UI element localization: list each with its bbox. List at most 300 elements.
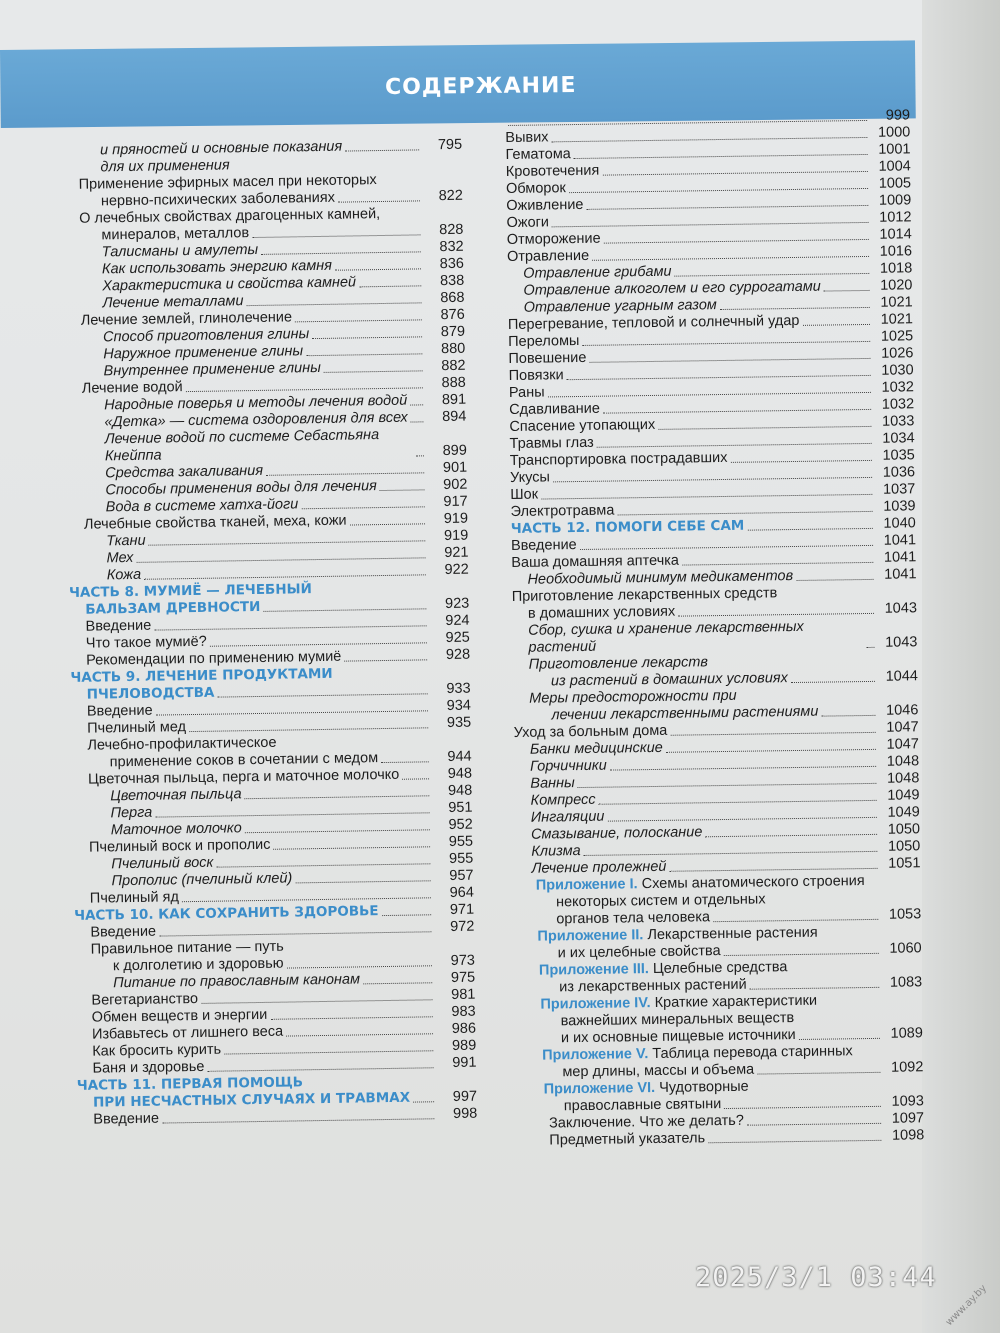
toc-entry-title: Характеристика и свойства камней bbox=[102, 274, 357, 295]
dot-leader bbox=[295, 880, 430, 883]
toc-entry-title: Отморожение bbox=[506, 230, 601, 248]
page-edge bbox=[922, 0, 1000, 1333]
toc-entry-title: Клизма bbox=[531, 843, 581, 860]
toc-entry-title: минералов, металлов bbox=[101, 225, 250, 244]
toc-page-number: 1021 bbox=[880, 311, 914, 328]
toc-entry-title: и пряностей и основные показания bbox=[99, 138, 343, 159]
dot-leader bbox=[552, 222, 869, 227]
dot-leader bbox=[382, 914, 432, 916]
toc-page-number: 1047 bbox=[886, 736, 919, 753]
dot-leader bbox=[410, 404, 423, 405]
toc-entry-title: Кожа bbox=[106, 566, 142, 584]
toc-page-number: 986 bbox=[451, 1020, 477, 1037]
dot-leader bbox=[201, 999, 432, 1004]
toc-entry-title: ЧАСТЬ 12. ПОМОГИ СЕБЕ САМ bbox=[510, 517, 745, 537]
dot-leader bbox=[182, 897, 431, 902]
toc-entry-title: Лечение водой по системе Себастьяна Кнейппа bbox=[104, 427, 380, 465]
toc-page-number: 952 bbox=[448, 816, 473, 834]
toc-page-number: 973 bbox=[450, 952, 476, 969]
dot-leader bbox=[312, 336, 422, 339]
toc-entry-title: Ткани bbox=[106, 532, 146, 550]
toc-page-number: 838 bbox=[439, 272, 465, 290]
toc-page-number: 1050 bbox=[887, 821, 921, 838]
dot-leader bbox=[207, 1067, 433, 1072]
appendix-label: Приложение III. bbox=[538, 961, 650, 979]
appendix-title: Схемы анатомического строения bbox=[641, 873, 865, 893]
toc-page-number: 1032 bbox=[881, 396, 915, 413]
toc-page-number: 1046 bbox=[886, 702, 919, 719]
toc-entry-title: ЧАСТЬ 8. МУМИЁ — ЛЕЧЕБНЫЙ bbox=[68, 581, 312, 601]
dot-leader bbox=[413, 1101, 434, 1102]
toc-page-number: 1035 bbox=[882, 447, 915, 464]
dot-leader bbox=[295, 319, 422, 322]
dot-leader bbox=[189, 727, 428, 732]
toc-entry-title: лечении лекарственными растениями bbox=[551, 703, 819, 724]
dot-leader bbox=[597, 443, 872, 448]
toc-page-number: 1041 bbox=[883, 549, 917, 566]
toc-page-number: 1004 bbox=[878, 158, 911, 175]
appendix-label: Приложение V. bbox=[542, 1046, 649, 1064]
toc-entry-title: Средства закаливания bbox=[105, 462, 264, 482]
toc-page-number: 876 bbox=[440, 306, 465, 324]
toc-entry-title: Переломы bbox=[508, 332, 580, 350]
toc-page-number: 923 bbox=[444, 595, 470, 613]
toc-entry-title: Как использовать энергию камня bbox=[101, 257, 333, 278]
toc-entry bbox=[512, 617, 917, 657]
dot-leader bbox=[144, 574, 426, 579]
toc-page-number: 1048 bbox=[886, 770, 920, 787]
dot-leader bbox=[363, 982, 432, 984]
appendix-label: Приложение I. bbox=[535, 876, 638, 894]
appendix-entry bbox=[518, 1042, 923, 1082]
toc-entry-title: БАЛЬЗАМ ДРЕВНОСТИ bbox=[85, 598, 261, 618]
toc-page-number: 997 bbox=[452, 1088, 478, 1105]
toc-page-number: 1050 bbox=[887, 838, 921, 855]
appendix-title: и их целебные свойства bbox=[557, 943, 721, 962]
appendix-title: Таблица перевода старинных bbox=[652, 1043, 853, 1063]
dot-leader bbox=[670, 732, 875, 736]
dot-leader bbox=[350, 523, 425, 525]
dot-leader bbox=[344, 659, 427, 661]
dot-leader bbox=[592, 256, 869, 261]
toc-entry-title: Меры предосторожности при bbox=[529, 687, 737, 707]
toc-page-number: 891 bbox=[441, 391, 467, 409]
toc-entry-title: Гематома bbox=[505, 146, 571, 163]
toc-entry-title: Электротравма bbox=[510, 502, 615, 520]
dot-leader bbox=[411, 421, 424, 422]
toc-page-number: 1093 bbox=[891, 1093, 924, 1110]
toc-entry-title: Талисманы и амулеты bbox=[101, 241, 259, 261]
toc-entry-title: Что такое мумиё? bbox=[85, 633, 207, 652]
toc-entry-title: Предметный указатель bbox=[549, 1130, 706, 1149]
dot-leader bbox=[567, 375, 871, 380]
toc-entry-title: Кровотечения bbox=[505, 162, 600, 180]
toc-entry-title: Отравление bbox=[506, 247, 590, 265]
toc-page-number: 1000 bbox=[877, 124, 911, 141]
toc-page-number: 983 bbox=[451, 1003, 476, 1020]
dot-leader bbox=[582, 341, 870, 346]
toc-page-number: 901 bbox=[442, 459, 468, 477]
toc-entry-title: Внутреннее применение глины bbox=[103, 359, 321, 380]
dot-leader bbox=[584, 851, 878, 856]
toc-entry-title: Введение bbox=[90, 923, 157, 941]
toc-page-number: 888 bbox=[441, 374, 466, 392]
toc-entry-title: Вывих bbox=[505, 129, 549, 146]
dot-leader bbox=[301, 506, 424, 509]
toc-entry-title: Лечение землей, глинолечение bbox=[80, 309, 293, 329]
appendix-title: православные святыни bbox=[563, 1096, 722, 1115]
toc-page-number: 1037 bbox=[882, 481, 916, 498]
toc-page-number: 868 bbox=[440, 289, 465, 307]
toc-page-number: 880 bbox=[440, 340, 466, 358]
appendix-title: некоторых систем и отдельных bbox=[555, 891, 766, 911]
toc-page-number: 964 bbox=[449, 884, 474, 902]
toc-page-number: 1051 bbox=[888, 855, 921, 872]
dot-leader bbox=[603, 409, 871, 414]
toc-entry-title: Транспортировка пострадавших bbox=[509, 449, 728, 469]
toc-entry-title: Обморок bbox=[505, 180, 566, 197]
toc-page-number: 1016 bbox=[879, 243, 913, 260]
toc-page-number: 1049 bbox=[887, 804, 920, 821]
appendix-entry bbox=[516, 872, 922, 929]
toc-entry-title: Шок bbox=[510, 486, 539, 503]
toc-entry-title: ЧАСТЬ 11. ПЕРВАЯ ПОМОЩЬ bbox=[76, 1074, 304, 1094]
dot-leader bbox=[866, 647, 874, 648]
toc-entry-title: ЧАСТЬ 9. ЛЕЧЕНИЕ ПРОДУКТАМИ bbox=[70, 665, 333, 686]
appendix-label: Приложение VI. bbox=[543, 1079, 656, 1098]
dot-leader bbox=[156, 710, 428, 715]
toc-entry-title: в домашних условиях bbox=[527, 603, 676, 622]
dot-leader bbox=[149, 540, 426, 545]
dot-leader bbox=[802, 324, 870, 326]
toc-page-number: 894 bbox=[442, 408, 467, 426]
toc-page-number: 1083 bbox=[889, 974, 923, 991]
toc-entry-title: О лечебных свойствах драгоценных камней, bbox=[79, 206, 381, 227]
dot-leader bbox=[589, 358, 870, 363]
toc-entry-title: Спасение утопающих bbox=[509, 416, 656, 435]
toc-page-number: 951 bbox=[448, 799, 473, 817]
toc-entry-title: для их применения bbox=[100, 157, 230, 176]
toc-entry-title: Перга bbox=[110, 804, 153, 822]
dot-leader bbox=[669, 868, 877, 872]
dot-leader bbox=[578, 783, 877, 788]
dot-leader bbox=[821, 715, 875, 717]
toc-entry-title: Травмы глаз bbox=[509, 434, 594, 452]
toc-page-number: 991 bbox=[452, 1054, 477, 1071]
dot-leader bbox=[750, 987, 880, 990]
toc-page-number: 971 bbox=[449, 901, 475, 919]
toc-entry-title: Вегетарианство bbox=[91, 990, 199, 1009]
toc-page-number: 922 bbox=[444, 561, 469, 579]
toc-page-number: 1034 bbox=[882, 430, 915, 447]
toc-page-number: 919 bbox=[443, 527, 469, 545]
toc-left-column bbox=[62, 137, 477, 1129]
appendix-title: Краткие характеристики bbox=[654, 992, 818, 1011]
toc-page-number: 1021 bbox=[880, 294, 913, 311]
toc-page-number: 975 bbox=[450, 969, 476, 986]
toc-page-number: 902 bbox=[443, 476, 468, 494]
toc-page-number: 944 bbox=[447, 748, 472, 766]
toc-page-number: 1001 bbox=[878, 141, 911, 158]
toc-page-number: 1053 bbox=[888, 906, 922, 923]
toc-page-number: 919 bbox=[443, 510, 469, 528]
appendix-entry bbox=[519, 1076, 924, 1116]
toc-page-number: 1043 bbox=[884, 600, 918, 617]
toc-entry-title: Повязки bbox=[508, 367, 564, 384]
toc-page-number: 1041 bbox=[884, 566, 917, 583]
dot-leader bbox=[720, 307, 870, 310]
appendix-title: мер длины, массы и объема bbox=[562, 1061, 755, 1081]
dot-leader bbox=[757, 1072, 880, 1075]
dot-leader bbox=[730, 460, 871, 463]
dot-leader bbox=[747, 1123, 881, 1126]
toc-entry-title: Пчелиный яд bbox=[89, 889, 179, 907]
toc-page-number: 957 bbox=[449, 867, 474, 885]
toc-page-number: 879 bbox=[440, 323, 466, 341]
toc-entry-title: Ожоги bbox=[506, 214, 550, 231]
dot-leader bbox=[270, 1016, 432, 1020]
toc-entry-title: Пчелиный воск bbox=[111, 854, 214, 873]
appendix-title: Чудотворные bbox=[659, 1078, 749, 1096]
toc-entry-title: Способ приготовления глины bbox=[102, 326, 310, 346]
toc-entry-title: Питание по православным канонам bbox=[113, 971, 361, 992]
toc-entry-title: Банки медицинские bbox=[529, 739, 663, 758]
appendix-title: Лекарственные растения bbox=[647, 924, 818, 944]
dot-leader bbox=[747, 528, 873, 531]
dot-leader bbox=[345, 149, 419, 151]
toc-page-number: 1033 bbox=[881, 413, 915, 430]
toc-page-number: 822 bbox=[438, 187, 464, 205]
toc-page-number: 1012 bbox=[879, 209, 912, 226]
appendix-title: важнейших минеральных веществ bbox=[560, 1010, 795, 1030]
appendix-label: Приложение II. bbox=[537, 927, 644, 945]
toc-entry-title: Народные поверья и методы лечения водой bbox=[104, 392, 408, 414]
toc-page-number: 1032 bbox=[881, 379, 914, 396]
dot-leader bbox=[402, 778, 429, 779]
dot-leader bbox=[724, 1106, 881, 1109]
toc-page-number: 832 bbox=[439, 238, 464, 256]
toc-entry-title: Заключение. Что же делать? bbox=[549, 1112, 744, 1132]
toc-page-number: 955 bbox=[448, 850, 474, 868]
toc-entry-title: Наружное применение глины bbox=[103, 343, 304, 363]
toc-page-number: 1036 bbox=[882, 464, 916, 481]
toc-entry-title: Прополис (пчелиный клей) bbox=[111, 870, 293, 890]
dot-leader bbox=[154, 625, 426, 630]
toc-entry-title: Способы применения воды для лечения bbox=[105, 478, 377, 499]
toc-entry-title: Маточное молочко bbox=[110, 820, 242, 839]
dot-leader bbox=[380, 489, 425, 491]
toc-entry-title: Компресс bbox=[530, 791, 596, 809]
toc-page-number: 925 bbox=[445, 629, 470, 647]
dot-leader bbox=[604, 239, 869, 244]
toc-entry-title: Вода в системе хатха-йоги bbox=[105, 496, 299, 516]
toc-page-number: 935 bbox=[446, 714, 472, 732]
toc-entry-title: Введение bbox=[85, 617, 152, 635]
dot-leader bbox=[587, 205, 869, 210]
toc-entry-title: Пчелиный мед bbox=[87, 719, 187, 737]
toc-entry-title: Лечение металлами bbox=[102, 293, 244, 312]
dot-leader bbox=[159, 931, 431, 936]
photo-timestamp: 2025/3/1 03:44 bbox=[695, 1262, 937, 1293]
toc-page-number: 972 bbox=[450, 918, 475, 935]
toc-entry-title: Лечебные свойства тканей, меха, кожи bbox=[83, 512, 347, 533]
dot-leader bbox=[678, 613, 874, 617]
toc-entry-title: ПЧЕЛОВОДСТВА bbox=[86, 684, 215, 703]
toc-entry-title: Горчичники bbox=[530, 757, 607, 775]
appendix-title: Целебные средства bbox=[652, 959, 788, 978]
appendix-title: и их основные пищевые источники bbox=[560, 1027, 796, 1047]
dot-leader bbox=[286, 1033, 433, 1036]
toc-entry-title: Ванны bbox=[530, 775, 575, 792]
toc-entry-title: «Детка» — система оздоровления для всех bbox=[104, 409, 408, 431]
appendix-entry bbox=[517, 957, 922, 997]
dot-leader bbox=[306, 353, 422, 356]
toc-entry-title: Повешение bbox=[508, 349, 587, 367]
toc-entry-title: Отравление алкоголем и его суррогатами bbox=[523, 278, 821, 299]
dot-leader bbox=[261, 251, 421, 255]
page-title: СОДЕРЖАНИЕ bbox=[384, 72, 577, 101]
toc-entry-title: Избавьтесь от лишнего веса bbox=[91, 1023, 284, 1043]
dot-leader bbox=[338, 200, 420, 202]
toc-entry-title: ПРИ НЕСЧАСТНЫХ СЛУЧАЯХ И ТРАВМАХ bbox=[92, 1089, 411, 1111]
toc-page-number: 1049 bbox=[887, 787, 920, 804]
appendix-title: органов тела человека bbox=[556, 909, 711, 928]
toc-entry-title: Лечение водой bbox=[81, 379, 183, 397]
toc-page-number: 928 bbox=[445, 646, 471, 664]
toc-page-number: 989 bbox=[451, 1037, 477, 1054]
dot-leader bbox=[416, 455, 424, 456]
toc-entry-title: Смазывание, полоскание bbox=[530, 824, 703, 843]
toc-entry-title: Сбор, сушка и хранение лекарственных растений bbox=[528, 618, 804, 656]
dot-leader bbox=[245, 829, 430, 833]
toc-page-number: 836 bbox=[439, 255, 465, 273]
dot-leader bbox=[574, 154, 868, 159]
toc-entry-title: из растений в домашних условиях bbox=[550, 670, 788, 690]
toc-entry-title: Оживление bbox=[506, 196, 584, 214]
toc-page-number: 1060 bbox=[889, 940, 922, 957]
dot-leader bbox=[210, 642, 427, 646]
toc-entry-title: Уход за больным дома bbox=[513, 722, 668, 741]
toc-entry-title: Рекомендации по применению мумиё bbox=[86, 648, 342, 669]
toc-page-number: 948 bbox=[447, 782, 473, 800]
toc-entry-title: к долголетию и здоровью bbox=[112, 955, 284, 975]
toc-page-number: 882 bbox=[441, 357, 466, 375]
toc-page-number: 1026 bbox=[881, 345, 914, 362]
toc-entry-title: Перегревание, тепловой и солнечный удар bbox=[507, 312, 800, 333]
appendix-title: из лекарственных растений bbox=[559, 976, 747, 996]
dot-leader bbox=[796, 579, 873, 581]
toc-entry-title: Пчелиный воск и прополис bbox=[88, 836, 271, 856]
dot-leader bbox=[553, 477, 872, 482]
toc-entry-title: Лечение пролежней bbox=[531, 858, 667, 877]
toc-page-number: 999 bbox=[885, 107, 911, 124]
toc-entry-title: Сдавливание bbox=[509, 400, 600, 418]
dot-leader bbox=[675, 273, 870, 277]
dot-leader bbox=[217, 693, 427, 697]
toc-page-number: 948 bbox=[447, 765, 473, 783]
dot-leader bbox=[610, 766, 876, 771]
toc-page-number: 1098 bbox=[891, 1127, 925, 1144]
toc-page-number: 1044 bbox=[885, 668, 919, 685]
toc-entry-title: Приготовление лекарств bbox=[528, 654, 709, 673]
toc-entry-title: Мех bbox=[106, 549, 134, 567]
dot-leader bbox=[162, 1118, 434, 1123]
dot-leader bbox=[266, 472, 424, 475]
dot-leader bbox=[186, 387, 423, 392]
toc-page-number: 1047 bbox=[886, 719, 919, 736]
dot-leader bbox=[580, 545, 873, 550]
dot-leader bbox=[335, 268, 421, 270]
toc-right-column bbox=[505, 107, 924, 1150]
toc-entry-title: Баня и здоровье bbox=[92, 1058, 205, 1077]
dot-leader bbox=[791, 681, 875, 683]
dot-leader bbox=[569, 188, 868, 193]
toc-page-number: 1039 bbox=[883, 498, 916, 515]
toc-page-number: 1097 bbox=[891, 1110, 925, 1127]
toc-page-number: 933 bbox=[446, 680, 471, 698]
toc-page-number: 1041 bbox=[883, 532, 917, 549]
toc-entry-title: Цветочная пыльца bbox=[110, 786, 242, 805]
toc-page-number: 1048 bbox=[886, 753, 920, 770]
dot-leader bbox=[682, 562, 873, 566]
toc-page-number: 1020 bbox=[880, 277, 913, 294]
dot-leader bbox=[658, 426, 871, 430]
dot-leader bbox=[359, 285, 421, 287]
toc-entry-title: Введение bbox=[86, 702, 153, 720]
toc-entry-title: Как бросить курить bbox=[92, 1041, 222, 1060]
toc-entry-title: Введение bbox=[510, 537, 577, 554]
appendix-entry bbox=[516, 923, 921, 963]
dot-leader bbox=[274, 846, 431, 849]
toc-page-number: 1030 bbox=[881, 362, 914, 379]
toc-entry-title: Отравление угарным газом bbox=[523, 297, 717, 316]
dot-leader bbox=[224, 1050, 433, 1054]
toc-page-number: 1043 bbox=[885, 634, 918, 651]
dot-leader bbox=[599, 800, 877, 805]
dot-leader bbox=[245, 795, 430, 799]
toc-entry-title: Необходимый минимум медикаментов bbox=[527, 568, 794, 588]
dot-leader bbox=[552, 137, 868, 142]
toc-entry-title: Лечебно-профилактическое bbox=[87, 734, 277, 754]
toc-page-number: 1018 bbox=[879, 260, 913, 277]
toc-page-number: 955 bbox=[448, 833, 474, 851]
dot-leader bbox=[799, 1038, 880, 1040]
toc-entry-title: Приготовление лекарственных средств bbox=[511, 585, 778, 605]
toc-page-number: 828 bbox=[439, 221, 464, 239]
dot-leader bbox=[705, 834, 877, 837]
toc-entry-title: Введение bbox=[93, 1110, 160, 1128]
dot-leader bbox=[607, 817, 876, 822]
toc-entry-title: Правильное питание — путь bbox=[90, 938, 284, 958]
toc-page-number: 1009 bbox=[878, 192, 912, 209]
toc-page-number: 1092 bbox=[890, 1059, 924, 1076]
dot-leader bbox=[216, 863, 430, 867]
toc-entry-title: Раны bbox=[508, 384, 545, 401]
toc-entry-title: Цветочная пыльца, перга и маточное молочко bbox=[87, 766, 400, 788]
toc-entry-title: Обмен веществ и энергии bbox=[91, 1006, 268, 1026]
toc-entry-title: нервно-психических заболеваниях bbox=[100, 189, 336, 210]
appendix-entry bbox=[517, 991, 923, 1048]
dot-leader bbox=[666, 749, 876, 753]
toc-page-number: 1025 bbox=[880, 328, 914, 345]
toc-page-number: 1040 bbox=[883, 515, 916, 532]
site-watermark: www.ay.by bbox=[943, 1282, 990, 1329]
appendix-label: Приложение IV. bbox=[540, 995, 651, 1013]
toc-page-number: 1005 bbox=[878, 175, 912, 192]
toc-page-number: 917 bbox=[443, 493, 468, 511]
toc-entry-title: Отравление грибами bbox=[523, 263, 672, 282]
toc-entry-title: Ваша домашняя аптечка bbox=[511, 552, 680, 571]
